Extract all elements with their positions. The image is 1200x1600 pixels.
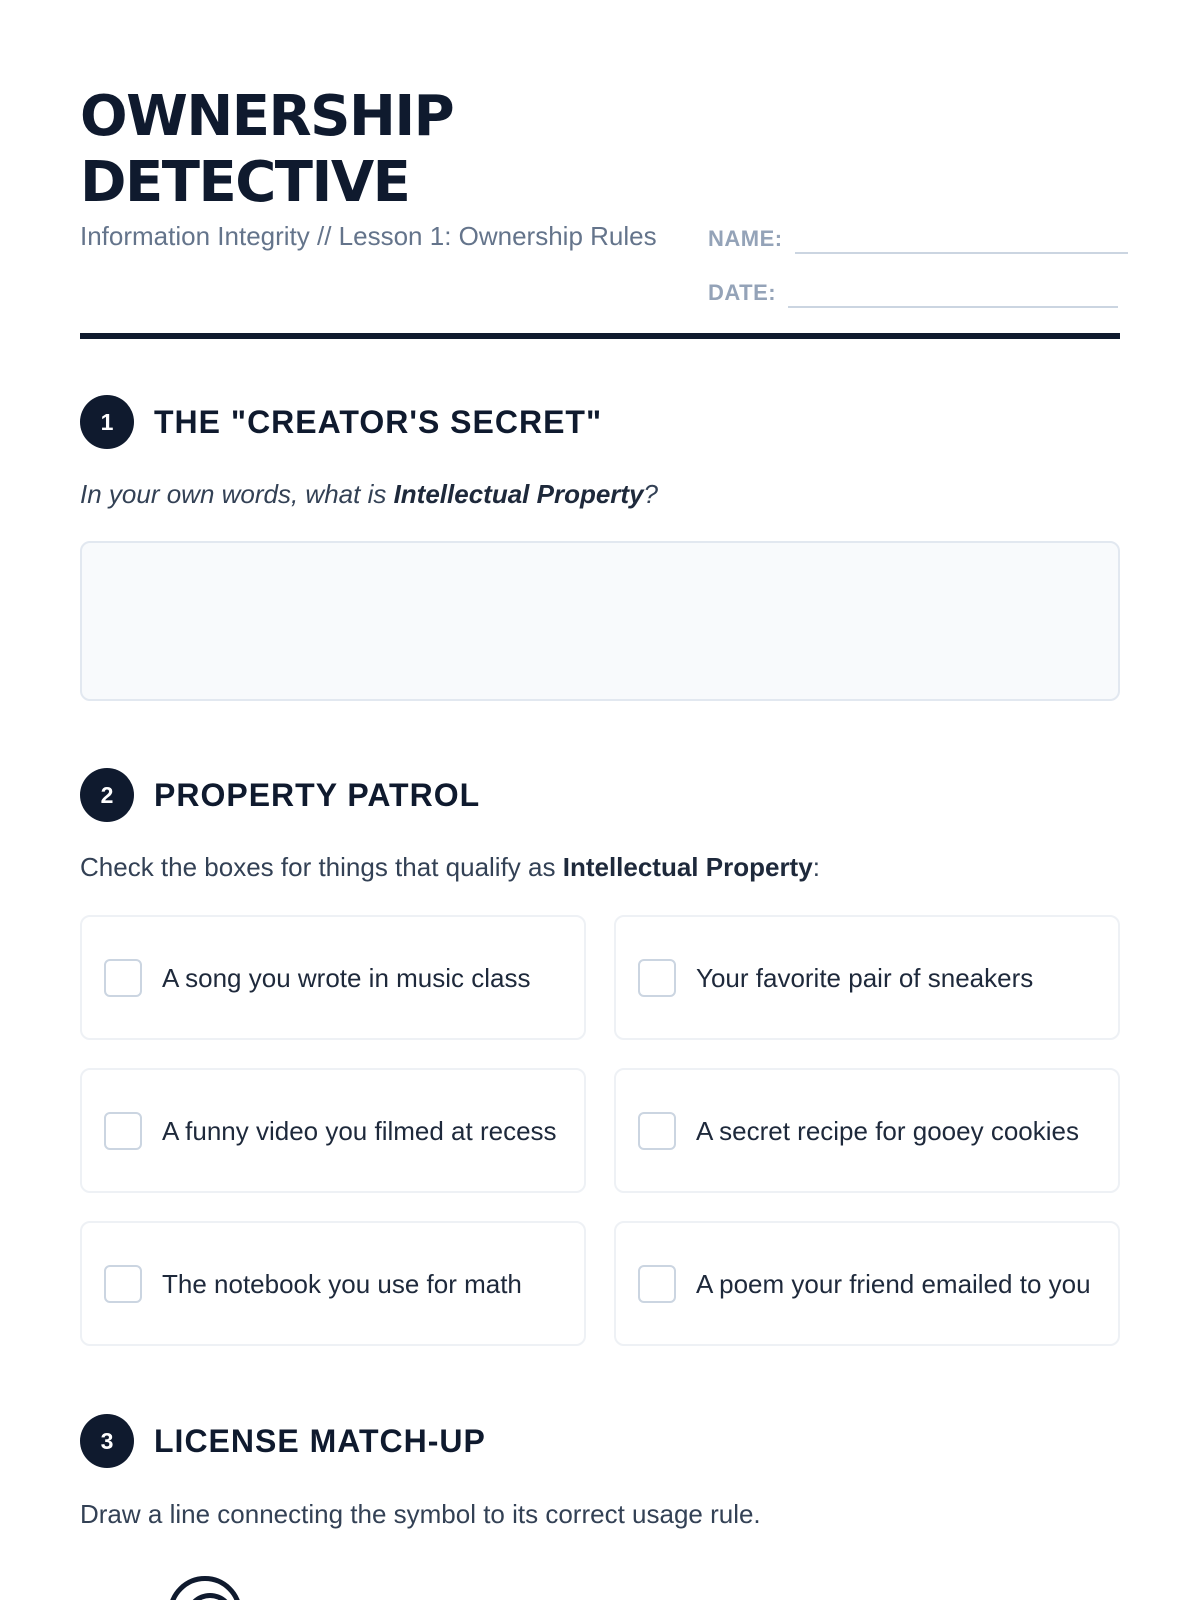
section-1-prompt [80,479,658,510]
section-1-title: THE "CREATOR'S SECRET" [154,403,603,440]
title-line-1: OWNERSHIP [80,84,454,149]
checkbox[interactable] [638,1112,676,1150]
page-title [80,84,453,216]
worksheet-header [80,0,1120,340]
ip-checklist-item[interactable] [614,915,1120,1040]
checkbox[interactable] [638,959,676,997]
student-info [708,200,1128,308]
section-3-prompt: Draw a line connecting the symbol to its correct usage rule. [80,1499,761,1529]
section-2-prompt [80,852,820,883]
name-row [708,200,1128,254]
ip-checklist-item[interactable] [614,1221,1120,1346]
checklist-item-label: A funny video you filmed at recess [162,1115,557,1146]
copyright-symbol-icon[interactable] [168,1576,242,1600]
checkbox[interactable] [104,1265,142,1303]
checklist-item-label: The notebook you use for math [162,1268,522,1299]
date-field[interactable] [788,278,1118,308]
checklist-item-label: A poem your friend emailed to you [696,1268,1091,1299]
header-divider [80,333,1120,339]
section-1-prompt-end: ? [643,479,659,509]
section-1-heading [80,395,602,449]
name-field[interactable] [795,224,1128,254]
ip-definition-answer-box[interactable] [80,541,1120,701]
ip-checklist-item[interactable] [80,1068,586,1193]
checklist-item-label: A secret recipe for gooey cookies [696,1115,1079,1146]
checklist-item-label: Your favorite pair of sneakers [696,962,1034,993]
ip-checklist-item[interactable] [80,1221,586,1346]
date-row [708,254,1128,308]
section-2-title: PROPERTY PATROL [154,776,481,813]
section-3-title: LICENSE MATCH-UP [154,1422,486,1459]
section-2-number-badge: 2 [80,768,134,822]
section-1-number-badge: 1 [80,395,134,449]
name-label: NAME: [708,226,783,251]
section-2-prompt-text: Check the boxes for things that qualify as [80,852,563,882]
section-3-number-badge: 3 [80,1414,134,1468]
date-label: DATE: [708,280,777,305]
section-2-heading [80,768,480,822]
checklist-item-label: A song you wrote in music class [162,962,531,993]
lesson-subtitle: Information Integrity // Lesson 1: Ownership Rules [80,221,657,251]
section-3-heading [80,1414,486,1468]
section-2-prompt-end: : [812,852,820,882]
checkbox[interactable] [104,959,142,997]
ip-checklist-item[interactable] [80,915,586,1040]
section-2-prompt-term: Intellectual Property [562,852,813,882]
checkbox[interactable] [638,1265,676,1303]
title-line-2: DETECTIVE [80,150,410,215]
section-1-prompt-text: In your own words, what is [80,479,394,509]
section-1-prompt-term: Intellectual Property [393,479,644,509]
ip-checklist-item[interactable] [614,1068,1120,1193]
checkbox[interactable] [104,1112,142,1150]
